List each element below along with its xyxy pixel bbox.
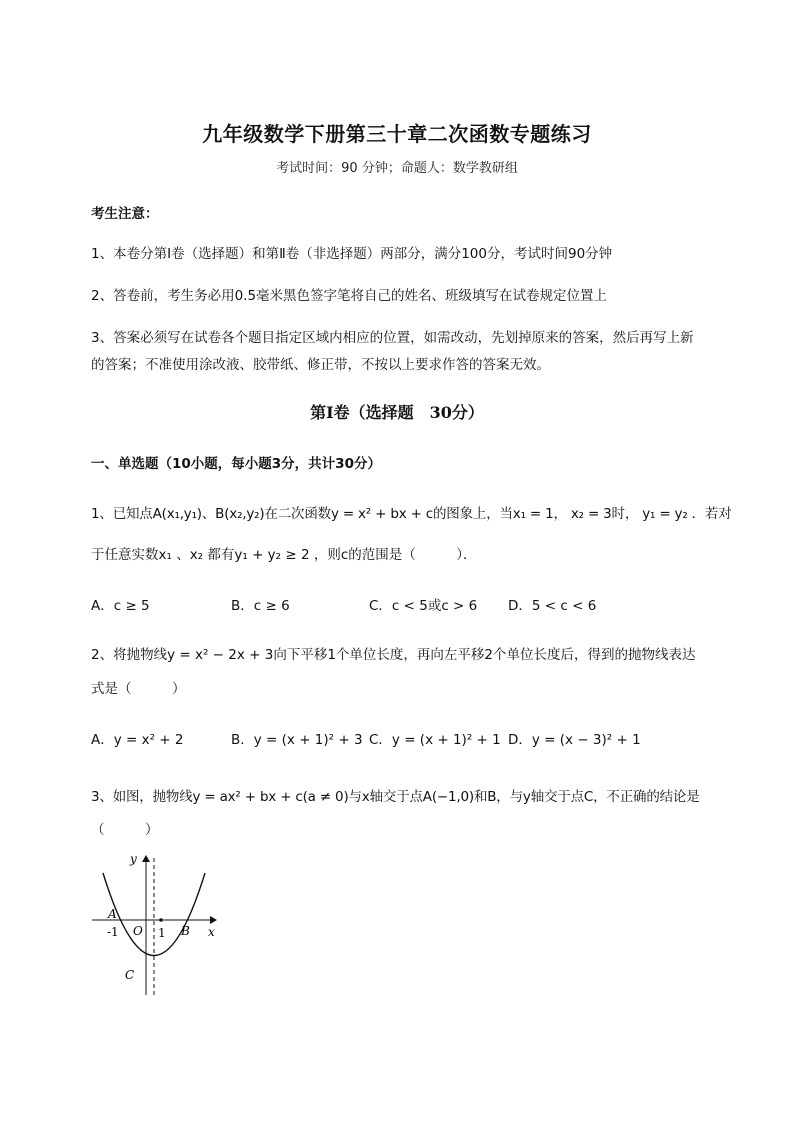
origin-label: O (133, 924, 143, 938)
q1-option-b[interactable]: B．c ≥ 6 (231, 598, 290, 614)
x-label: x (208, 925, 215, 939)
notice-item-3: 3、答案必须写在试卷各个题目指定区域内相应的位置，如需改动，先划掉原来的答案，然后再写上新 (91, 330, 694, 346)
q3-line2: （ ） (91, 822, 159, 838)
q2-option-d[interactable]: D．y = (x − 3)² + 1 (508, 732, 641, 748)
q1-line2: 于任意实数x₁ 、x₂ 都有y₁ + y₂ ≥ 2 ，则c的范围是（ ）． (91, 547, 477, 563)
parabola-figure (88, 848, 228, 1000)
one-label: 1 (158, 926, 166, 940)
notice-item-2: 2、答卷前，考生务必用0.5毫米黑色签字笔将自己的姓名、班级填写在试卷规定位置上 (91, 288, 608, 304)
point-a-label: A (108, 907, 117, 921)
tick-point (159, 918, 163, 922)
q2-line2: 式是（ ） (91, 681, 186, 697)
notice-item-1: 1、本卷分第Ⅰ卷（选择题）和第Ⅱ卷（非选择题）两部分，满分100分，考试时间90分钟 (91, 246, 613, 262)
part-title: 一、单选题（10小题，每小题3分，共计30分） (91, 456, 381, 472)
q2-option-a[interactable]: A．y = x² + 2 (91, 732, 184, 748)
page-title: 九年级数学下册第三十章二次函数专题练习 (202, 122, 592, 146)
exam-info: 考试时间：90 分钟；命题人：数学教研组 (276, 161, 518, 176)
notice-item-3-cont: 的答案；不准使用涂改液、胶带纸、修正带，不按以上要求作答的答案无效。 (91, 357, 550, 373)
q2-option-c[interactable]: C．y = (x + 1)² + 1 (369, 732, 501, 748)
y-label: y (130, 852, 137, 866)
point-c-label: C (125, 968, 135, 982)
q1-option-d[interactable]: D．5 < c < 6 (508, 598, 597, 614)
q1-option-c[interactable]: C．c < 5或c > 6 (369, 598, 478, 614)
q1-option-a[interactable]: A．c ≥ 5 (91, 598, 150, 614)
section-title: 第Ⅰ卷（选择题 30分） (310, 403, 484, 422)
notice-heading: 考生注意： (91, 206, 159, 222)
q2-line1: 2、将抛物线y = x² − 2x + 3向下平移1个单位长度，再向左平移2个单位长度后，得到的抛物线表达 (91, 647, 696, 663)
neg-one-label: -1 (107, 925, 119, 939)
q3-line1: 3、如图，抛物线y = ax² + bx + c(a ≠ 0)与x轴交于点A(−1,0)和B，与y轴交于点C，不正确的结论是 (91, 789, 700, 805)
point-b-label: B (181, 924, 190, 938)
q1-line1: 1、已知点A(x₁,y₁)、B(x₂,y₂)在二次函数y = x² + bx + c的图象上，当x₁ = 1， x₂ = 3时， y₁ = y₂ ．若对 (91, 506, 732, 522)
q2-option-b[interactable]: B．y = (x + 1)² + 3 (231, 732, 363, 748)
